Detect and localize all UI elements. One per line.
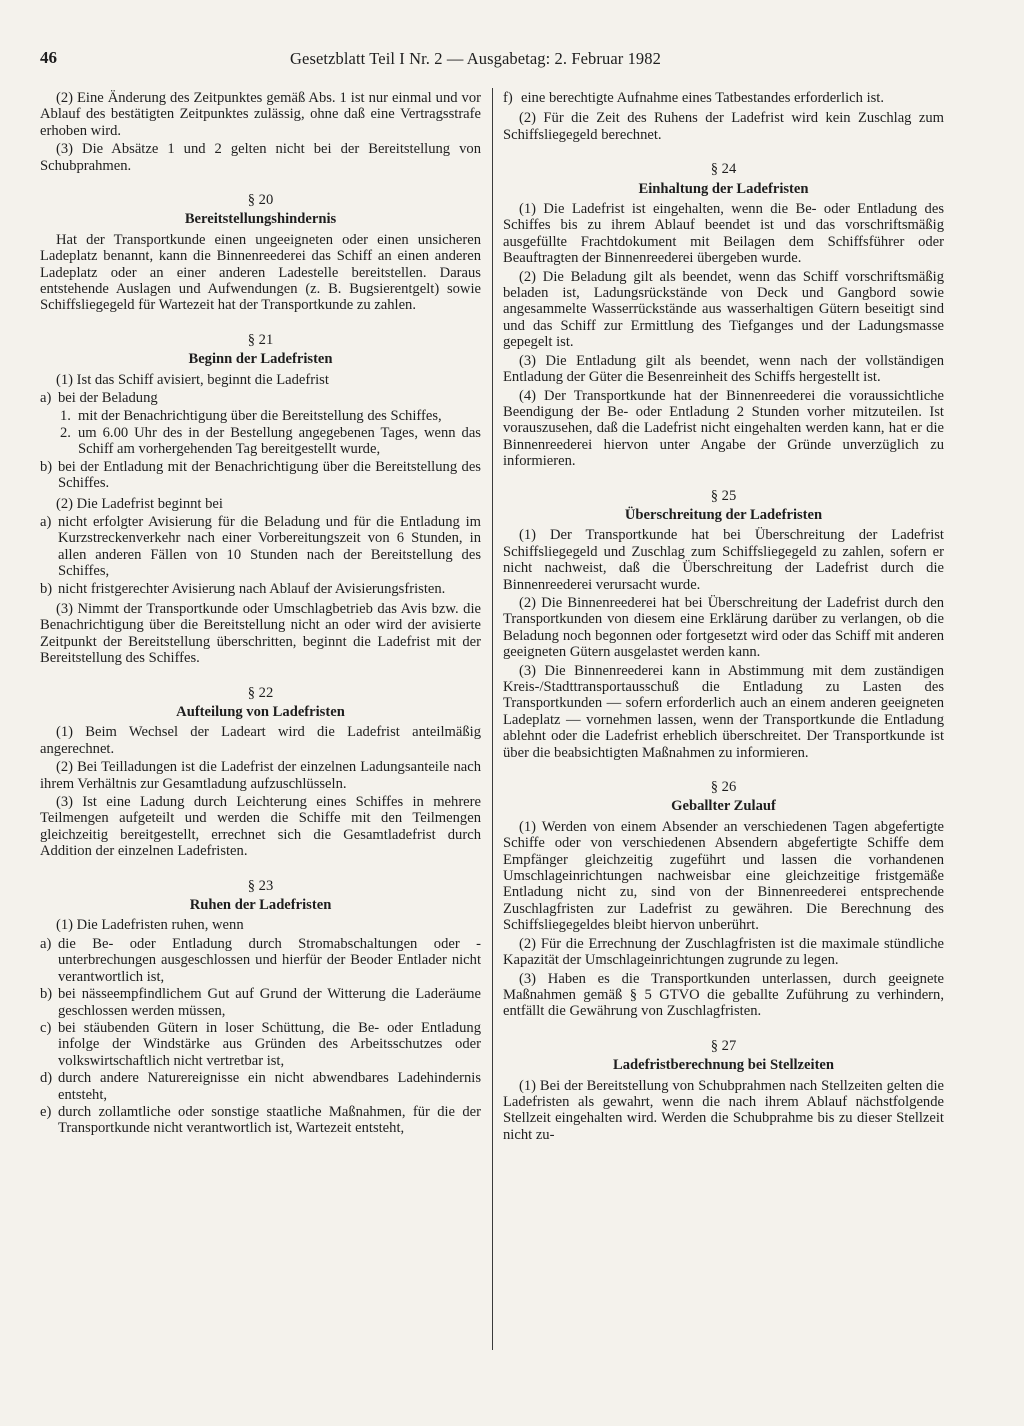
list-item-text: nicht fristgerechter Avisierung nach Ablauf der Avisierungsfristen.	[58, 580, 446, 597]
list-item-text: durch zollamtliche oder sonstige staatliche Maßnahmen, für die der Transportkunde nicht verantwortlich ist, Wartezeit entsteht,	[58, 1103, 481, 1137]
left-column	[40, 90, 481, 1138]
list-item-text: durch andere Naturereignisse ein nicht abwendbares Ladehindernis entsteht,	[58, 1070, 481, 1103]
s24-paragraph-2: (2) Die Beladung gilt als beendet, wenn das Schiff vorschriftsmäßig beladen ist, Ladungsrückstände von Deck und Gangbord sowie angesammelte Wasserrückstände aus wasserhaltigen Gütern beseitigt sind und das Schiff zur Ermittlung des Tiefganges und der Ladungsmasse gepegelt ist.	[503, 268, 944, 351]
list-marker: b)	[40, 458, 53, 475]
s21-2-item-a	[40, 514, 481, 580]
section-23-number: § 23	[247, 877, 274, 894]
list-marker: 2.	[60, 424, 71, 441]
s26-paragraph-1: (1) Werden von einem Absender an verschiedenen Tagen abgefertigte Schiffe oder von verschiedenen Absendern abgefertigte Schiffe dem Empfänger gleichzeitig zugeführt und lassen die vorhandenen Umschlageinrichtungen nachweisbar eine gleichzeitige fristgemäße Entladung nicht zu, sind von der Binnenreederei entsprechende Zuschlagfristen zur Ladefrist zu gewähren. Die Berechnung des Schiffsliegegeldes bleibt hiervon unberührt.	[503, 818, 944, 934]
section-24-number: § 24	[710, 161, 737, 178]
list-marker: e)	[40, 1103, 52, 1120]
s23-paragraph-2: (2) Für die Zeit des Ruhens der Ladefrist wird kein Zuschlag zum Schiffsliegegeld berechnet.	[503, 110, 944, 143]
section-20-number: § 20	[247, 192, 274, 209]
list-item-text: bei stäubenden Gütern in loser Schüttung, die Be- oder Entladung infolge der Windstärke aus Gründen des Arbeitsschutzes oder volkswirtschaftlich nicht vertretbar ist,	[58, 1019, 481, 1069]
page-number: 46	[40, 48, 57, 67]
s25-paragraph-1: (1) Der Transportkunde hat bei Überschreitung der Ladefrist Schiffsliegegeld und Zuschlag zum Schiffsliegegeld zu zahlen, sofern er nicht nachweist, daß die Überschreitung der Ladefrist durch die Binnenreederei verursacht wurde.	[503, 527, 944, 593]
s23-item-e	[40, 1104, 481, 1137]
list-item-text: die Be- oder Entladung durch Stromabschaltungen oder -unterbrechungen ausgeschlossen und hierfür der Beoder Entlader nicht verantwortlich ist,	[58, 935, 481, 985]
list-marker: a)	[40, 935, 52, 952]
list-item-text: um 6.00 Uhr des in der Bestellung angegebenen Tages, wenn das Schiff am vorhergehenden Tag bereitgestellt wurde,	[78, 424, 481, 458]
section-25-title: Überschreitung der Ladefristen	[624, 506, 823, 523]
section-22-number: § 22	[247, 684, 274, 701]
s21-paragraph-1: (1) Ist das Schiff avisiert, beginnt die Ladefrist	[56, 371, 329, 388]
list-marker: b)	[40, 580, 53, 597]
section-25-number: § 25	[710, 487, 737, 504]
column-divider	[492, 88, 493, 1350]
s27-paragraph-1: (1) Bei der Bereitstellung von Schubprahmen nach Stellzeiten gelten die Ladefristen als gewahrt, wenn die nach ihrem Ablauf nächstfolgende Stellzeit eingehalten wird. Werden die Schubprahme bis zu dieser Stellzeit nicht zu-	[503, 1077, 944, 1143]
list-marker: a)	[40, 513, 52, 530]
right-column	[503, 90, 944, 1145]
list-item-text: mit der Benachrichtigung über die Bereitstellung des Schiffes,	[78, 407, 442, 424]
s25-paragraph-3: (3) Die Binnenreederei kann in Abstimmung mit dem zuständigen Kreis-/Stadttransportausschuß die Entladung zu Lasten des Transportkunden — sofern erforderlich auch an einem anderen geeigneten Ladeplatz — vornehmen lassen, wenn der Transportkunde die Entladung ablehnt oder die Ladefrist erheblich überschreitet. Der Transportkunde ist über die beabsichtigten Maßnahmen zu informieren.	[503, 662, 944, 761]
s22-paragraph-3: (3) Ist eine Ladung durch Leichterung eines Schiffes in mehrere Teilmengen aufgeteilt und werden die Schiffe mit den Teilmengen gleichzeitig bereitgestellt, errechnet sich die Gesamtladefrist durch Addition der einzelnen Ladefristen.	[40, 794, 481, 860]
s26-paragraph-3: (3) Haben es die Transportkunden unterlassen, durch geeignete Maßnahmen gemäß § 5 GTVO die geballte Zuführung zu verhindern, entfällt die Gewährung von Zuschlagfristen.	[503, 970, 944, 1020]
s20-paragraph: Hat der Transportkunde einen ungeeigneten oder einen unsicheren Ladeplatz benannt, kann die Binnenreederei das Schiff an einen anderen Ladeplatz oder an einer anderen Ladestelle bereitstellen. Daraus entstehende Auslagen und Aufwendungen (z. B. Bugsierentgelt) sowie Schiffsliegegeld für Wartezeit hat der Transportkunde zu zahlen.	[40, 231, 481, 314]
list-marker: f)	[503, 90, 513, 106]
list-marker: c)	[40, 1019, 52, 1036]
s21-item-a-2	[40, 425, 481, 458]
s24-paragraph-3: (3) Die Entladung gilt als beendet, wenn nach der vollständigen Entladung der Güter die Besenreinheit des Schiffs hergestellt ist.	[503, 352, 944, 386]
section-27-number: § 27	[710, 1037, 737, 1054]
list-item-text: bei der Beladung	[58, 390, 158, 407]
s25-paragraph-2: (2) Die Binnenreederei hat bei Überschreitung der Ladefrist durch den Transportkunden von diesem eine Erklärung darüber zu verlangen, ob die Beladung noch begonnen oder fortgesetzt wird oder das Schiff mit anderen geeigneten Gütern ausgelastet werden kann.	[503, 594, 944, 661]
s23-item-c	[40, 1020, 481, 1069]
s21-item-a-1	[40, 408, 481, 424]
list-item-text: eine berechtigte Aufnahme eines Tatbestandes erforderlich ist.	[521, 90, 885, 106]
s22-paragraph-2: (2) Bei Teilladungen ist die Ladefrist der einzelnen Ladungsanteile nach ihrem Verhältnis zur Gesamtladung aufzuschlüsseln.	[40, 759, 481, 792]
section-23-title: Ruhen der Ladefristen	[189, 897, 332, 914]
s23-item-a	[40, 936, 481, 985]
s22-paragraph-1: (1) Beim Wechsel der Ladeart wird die Ladefrist anteilmäßig angerechnet.	[40, 724, 481, 757]
section-26-title: Geballter Zulauf	[671, 798, 776, 815]
list-marker: b)	[40, 986, 53, 1003]
s23-item-d	[40, 1070, 481, 1103]
s19-paragraph-2: (2) Eine Änderung des Zeitpunktes gemäß Abs. 1 ist nur einmal und vor Ablauf des bestätigten Zeitpunktes zulässig, ohne daß eine Vertragsstrafe erhoben wird.	[40, 90, 481, 139]
section-21-title: Beginn der Ladefristen	[188, 351, 333, 368]
list-marker: a)	[40, 390, 52, 407]
s21-item-b	[40, 459, 481, 492]
section-26-number: § 26	[710, 779, 737, 796]
section-24-title: Einhaltung der Ladefristen	[638, 180, 809, 197]
list-marker: 1.	[60, 407, 71, 424]
s23-paragraph-1: (1) Die Ladefristen ruhen, wenn	[56, 917, 244, 934]
s26-paragraph-2: (2) Für die Errechnung der Zuschlagfristen ist die maximale stündliche Kapazität der Umschlageinrichtungen zugrunde zu legen.	[503, 935, 944, 969]
s24-paragraph-1: (1) Die Ladefrist ist eingehalten, wenn die Be- oder Entladung des Schiffes bis zu ihrem Ablauf beendet ist und das vorschriftsmäßig ausgefüllte Frachtdokument mit Beilagen dem Schiffsführer oder Beauftragten der Binnenreederei übergeben wurde.	[503, 201, 944, 267]
s21-2-item-b	[40, 581, 481, 597]
s21-paragraph-2: (2) Die Ladefrist beginnt bei	[56, 495, 223, 512]
s19-paragraph-3: (3) Die Absätze 1 und 2 gelten nicht bei der Bereitstellung von Schubprahmen.	[40, 141, 481, 174]
list-marker: d)	[40, 1070, 53, 1087]
list-item-text: nicht erfolgter Avisierung für die Beladung und für die Entladung im Kurzstreckenverkehr nach einer Vorbereitungszeit von 6 Stunden, in allen anderen Fällen von 10 Stunden nach der Bereitstellung des Schiffes,	[58, 513, 481, 580]
s23-item-f	[503, 90, 944, 106]
s23-item-b	[40, 986, 481, 1019]
s21-item-a	[40, 390, 481, 406]
list-item-text: bei nässeempfindlichem Gut auf Grund der Witterung die Laderäume geschlossen werden müssen,	[58, 986, 481, 1019]
page-header	[40, 48, 710, 72]
section-27-title: Ladefristberechnung bei Stellzeiten	[612, 1057, 835, 1074]
section-22-title: Aufteilung von Ladefristen	[176, 704, 345, 720]
section-20-title: Bereitstellungshindernis	[184, 211, 337, 228]
list-item-text: bei der Entladung mit der Benachrichtigung über die Bereitstellung des Schiffes.	[58, 458, 481, 492]
section-21-number: § 21	[247, 331, 274, 348]
s24-paragraph-4: (4) Der Transportkunde hat der Binnenreederei die voraussichtliche Beendigung der Be- oder Entladung 2 Stunden vorher mitzuteilen. Ist vorauszusehen, daß die Ladefrist nicht eingehalten werden kann, hat er die Binnenreederei hiervon unter Angabe der Gründe unverzüglich zu informieren.	[503, 387, 944, 470]
s21-paragraph-3: (3) Nimmt der Transportkunde oder Umschlagbetrieb das Avis bzw. die Benachrichtigung über die Bereitstellung nicht an oder wird der avisierte Zeitpunkt der Bereitstellung überschritten, beginnt die Ladefrist mit der Bereitstellung des Schiffes.	[40, 600, 481, 667]
running-head: Gesetzblatt Teil I Nr. 2 — Ausgabetag: 2. Februar 1982	[290, 49, 661, 68]
